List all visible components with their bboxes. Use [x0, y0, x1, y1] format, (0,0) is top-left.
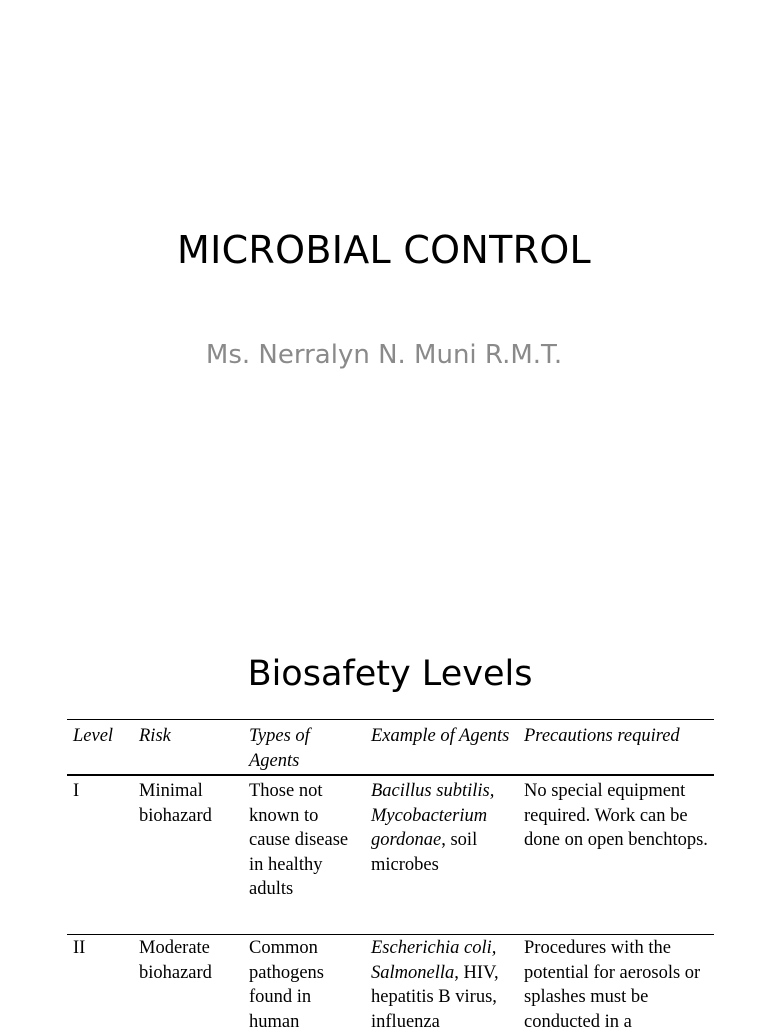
- table-row: [67, 935, 714, 1034]
- table-row: [67, 775, 714, 935]
- cell-examples: [365, 935, 518, 1034]
- biosafety-slide: [0, 576, 768, 1024]
- cell-precautions: No special equipment required. Work can be done on open benchtops.: [518, 775, 714, 935]
- header-types: Types of Agents: [243, 720, 365, 776]
- cell-level: II: [67, 935, 133, 1034]
- slide-title: MICROBIAL CONTROL: [0, 228, 768, 272]
- slide-heading: Biosafety Levels: [0, 654, 768, 694]
- slide-subtitle: Ms. Nerralyn N. Muni R.M.T.: [0, 340, 768, 370]
- header-risk: Risk: [133, 720, 243, 776]
- cell-types: Those not known to cause disease in healthy adults: [243, 775, 365, 935]
- example-other: , HIV, hepatitis B virus, influenza: [371, 963, 499, 1032]
- cell-examples: [365, 775, 518, 935]
- example-other: , soil microbes: [371, 830, 477, 875]
- table-header-row: [67, 720, 714, 776]
- example-species: Escherichia coli, Salmonella: [371, 938, 496, 983]
- cell-level: I: [67, 775, 133, 935]
- cell-risk: Moderate biohazard: [133, 935, 243, 1034]
- header-examples: Example of Agents: [365, 720, 518, 776]
- cell-types: Common pathogens found in human: [243, 935, 365, 1034]
- biosafety-table: [67, 719, 714, 1034]
- cell-precautions: Procedures with the potential for aerosols or splashes must be conducted in a: [518, 935, 714, 1034]
- header-precautions: Precautions required: [518, 720, 714, 776]
- example-species: Bacillus subtilis, Mycobacterium gordonae: [371, 781, 494, 850]
- cell-risk: Minimal biohazard: [133, 775, 243, 935]
- header-level: Level: [67, 720, 133, 776]
